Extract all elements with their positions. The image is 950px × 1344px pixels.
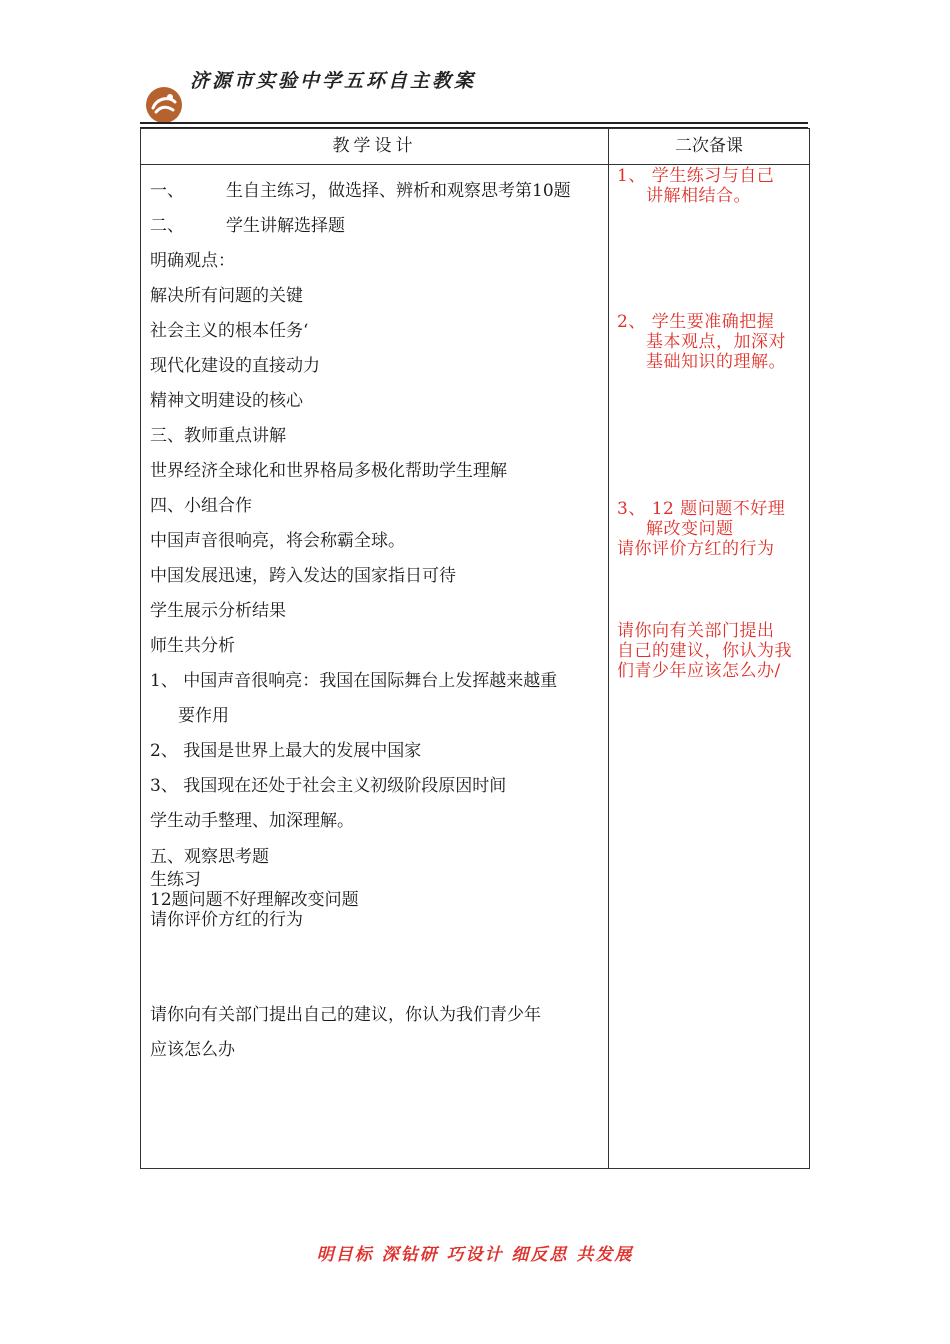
main-line-21: 12题问题不好理解改变问题 bbox=[150, 890, 359, 910]
header-row-divider bbox=[141, 164, 809, 165]
main-line-15-continued: 要作用 bbox=[178, 706, 229, 726]
column-divider bbox=[608, 129, 609, 1168]
main-line-15: 1、 中国声音很响亮：我国在国际舞台上发挥越来越重 bbox=[150, 671, 558, 691]
note-2-line-2: 基本观点，加深对 bbox=[646, 332, 786, 352]
main-line-14: 师生共分析 bbox=[150, 636, 235, 656]
note-2-line-3: 基础知识的理解。 bbox=[646, 352, 786, 372]
main-line-11: 中国声音很响亮，将会称霸全球。 bbox=[150, 531, 405, 551]
main-line-23: 请你向有关部门提出自己的建议，你认为我们青少年 bbox=[150, 1005, 541, 1025]
main-line-13: 学生展示分析结果 bbox=[150, 601, 286, 621]
main-line-10: 四、小组合作 bbox=[150, 496, 252, 516]
note-4-line-2: 自己的建议，你认为我 bbox=[617, 641, 792, 661]
main-line-8: 三、教师重点讲解 bbox=[150, 426, 286, 446]
main-line-3: 明确观点： bbox=[150, 251, 235, 271]
main-line-1: 一、 生自主练习，做选择、辨析和观察思考第10题 bbox=[150, 181, 571, 201]
note-3-line-3: 请你评价方红的行为 bbox=[617, 539, 775, 559]
main-line-20: 生练习 bbox=[150, 870, 201, 890]
note-4-line-3: 们青少年应该怎么办/ bbox=[617, 661, 781, 681]
note-3-line-2: 解改变问题 bbox=[646, 519, 734, 539]
school-header-title: 济源市实验中学五环自主教案 bbox=[190, 70, 477, 92]
school-logo-icon bbox=[145, 86, 183, 124]
main-line-12: 中国发展迅速，跨入发达的国家指日可待 bbox=[150, 566, 456, 586]
column-header-second-prep: 二次备课 bbox=[675, 136, 743, 156]
main-line-7: 精神文明建设的核心 bbox=[150, 391, 303, 411]
column-header-teaching-design: 教学设计 bbox=[332, 136, 417, 156]
main-line-18: 学生动手整理、加深理解。 bbox=[150, 811, 354, 831]
note-2-line-1: 2、 学生要准确把握 bbox=[617, 312, 775, 332]
note-1-line-1: 1、 学生练习与自己 bbox=[617, 166, 775, 186]
main-line-24: 应该怎么办 bbox=[150, 1040, 235, 1060]
note-1-line-2: 讲解相结合。 bbox=[646, 186, 751, 206]
footer-motto: 明目标 深钻研 巧设计 细反思 共发展 bbox=[316, 1245, 634, 1265]
main-line-19: 五、观察思考题 bbox=[150, 847, 269, 867]
main-line-9: 世界经济全球化和世界格局多极化帮助学生理解 bbox=[150, 461, 507, 481]
header-rule-thick bbox=[140, 122, 808, 124]
main-line-2: 二、 学生讲解选择题 bbox=[150, 216, 345, 236]
main-line-17: 3、 我国现在还处于社会主义初级阶段原因时间 bbox=[150, 776, 507, 796]
main-line-5: 社会主义的根本任务‘ bbox=[150, 321, 309, 341]
note-3-line-1: 3、 12 题问题不好理 bbox=[617, 499, 786, 519]
main-line-22: 请你评价方红的行为 bbox=[150, 910, 303, 930]
main-line-6: 现代化建设的直接动力 bbox=[150, 356, 320, 376]
note-4-line-1: 请你向有关部门提出 bbox=[617, 621, 775, 641]
main-line-4: 解决所有问题的关键 bbox=[150, 286, 303, 306]
main-line-16: 2、 我国是世界上最大的发展中国家 bbox=[150, 741, 422, 761]
